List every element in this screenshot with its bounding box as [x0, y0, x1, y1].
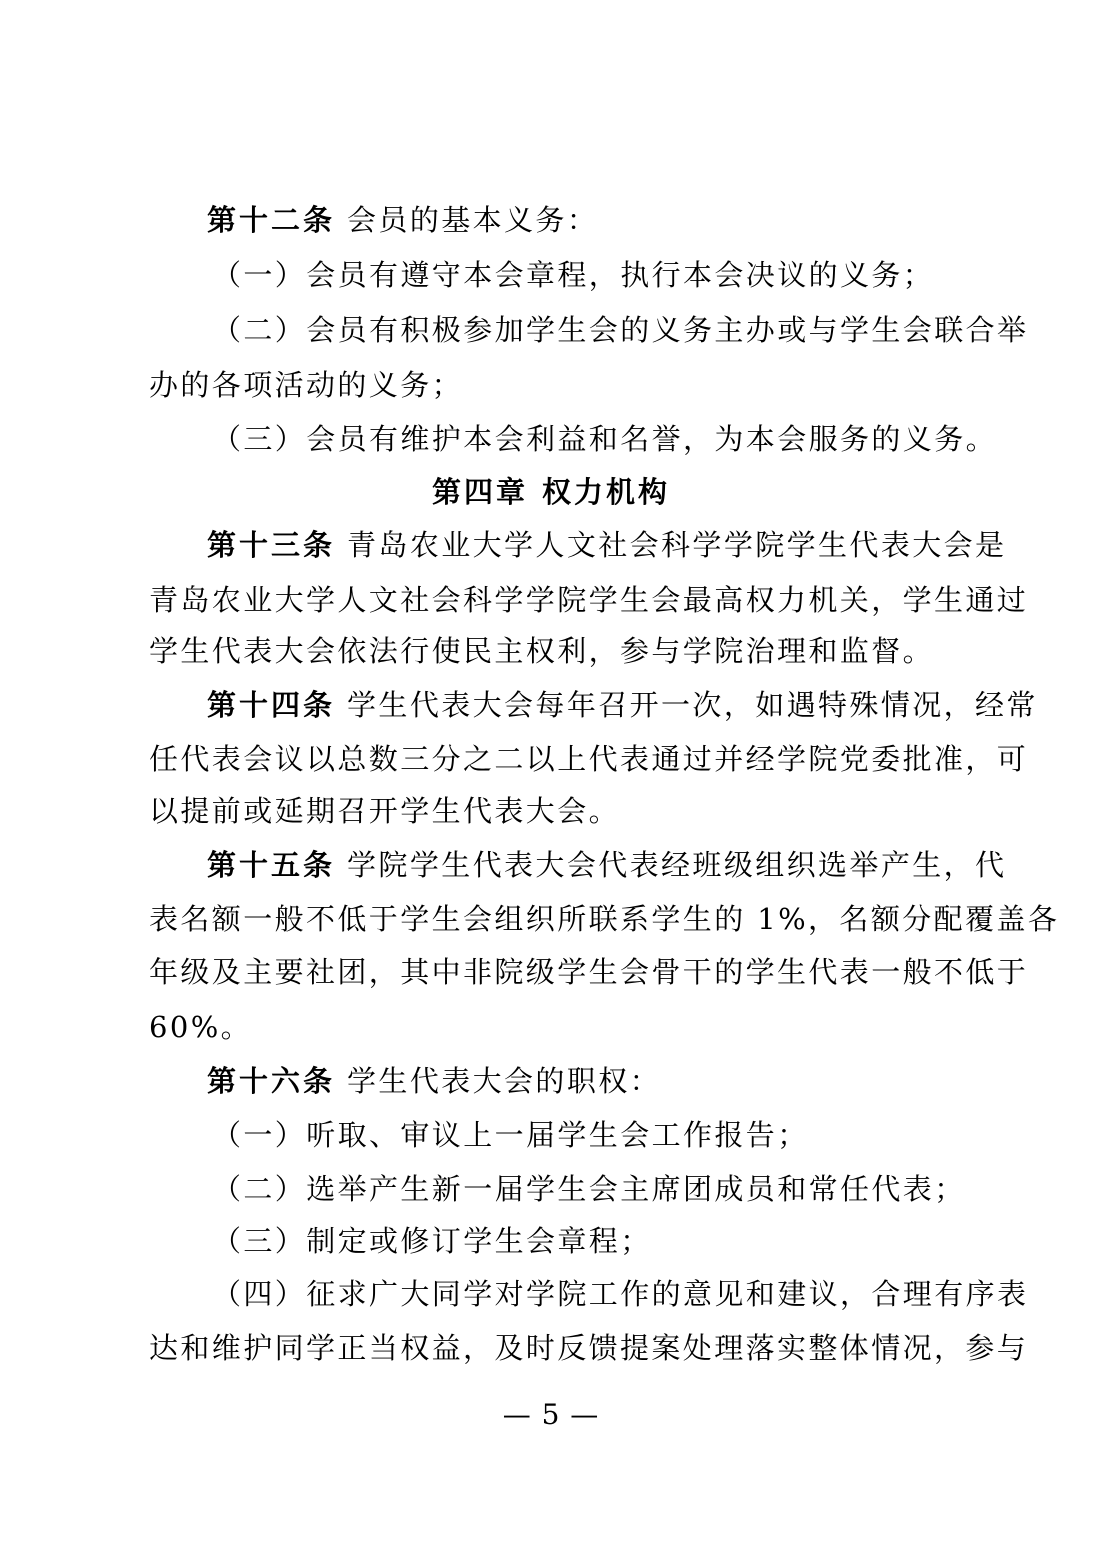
article-12-item-3: （三）会员有维护本会利益和名誉，为本会服务的义务。 [212, 422, 998, 456]
article-13-text-1: 青岛农业大学人文社会科学学院学生代表大会是 [347, 528, 1007, 562]
chapter-label: 第四章 [431, 475, 528, 509]
article-12-item-2-line-2: 办的各项活动的义务； [149, 368, 464, 402]
article-16-title: 第十六条 [207, 1064, 336, 1098]
article-15-line-2: 表名额一般不低于学生会组织所联系学生的 1%，名额分配覆盖各 [149, 902, 1060, 936]
article-12-item-2-line-1: （二）会员有积极参加学生会的义务主办或与学生会联合举 [212, 313, 1029, 347]
article-14-line-3: 以提前或延期召开学生代表大会。 [149, 794, 621, 828]
article-12-title: 第十二条 [207, 203, 336, 237]
article-16-intro: 学生代表大会的职权： [347, 1064, 662, 1098]
article-14-line-2: 任代表会议以总数三分之二以上代表通过并经学院党委批准，可 [149, 742, 1029, 776]
article-16-item-2: （二）选举产生新一届学生会主席团成员和常任代表； [212, 1172, 966, 1206]
article-16-item-3: （三）制定或修订学生会章程； [212, 1224, 652, 1258]
article-12-item-1: （一）会员有遵守本会章程，执行本会决议的义务； [212, 258, 935, 292]
article-14-text-1: 学生代表大会每年召开一次，如遇特殊情况，经常 [347, 688, 1038, 722]
article-13-line-1 [207, 528, 1007, 562]
article-13-title: 第十三条 [207, 528, 336, 562]
chapter-title: 权力机构 [542, 475, 671, 509]
article-14-line-1 [207, 688, 1038, 722]
article-14-title: 第十四条 [207, 688, 336, 722]
article-15-line-1 [207, 848, 1007, 882]
article-13-line-3: 学生代表大会依法行使民主权利，参与学院治理和监督。 [149, 634, 935, 668]
chapter-heading [0, 475, 1102, 509]
article-15-line-4: 60%。 [149, 1010, 253, 1044]
article-15-title: 第十五条 [207, 848, 336, 882]
article-16-item-4-line-1: （四）征求广大同学对学院工作的意见和建议，合理有序表 [212, 1277, 1029, 1311]
article-16-item-1: （一）听取、审议上一届学生会工作报告； [212, 1118, 809, 1152]
article-15-text-1: 学院学生代表大会代表经班级组织选举产生，代 [347, 848, 1007, 882]
article-15-line-3: 年级及主要社团，其中非院级学生会骨干的学生代表一般不低于 [149, 955, 1029, 989]
page-number: — 5 — [502, 1398, 600, 1431]
article-16-heading-line [207, 1064, 964, 1098]
article-12-heading-line [207, 203, 964, 237]
article-16-item-4-line-2: 达和维护同学正当权益，及时反馈提案处理落实整体情况，参与 [149, 1331, 1029, 1365]
article-13-line-2: 青岛农业大学人文社会科学学院学生会最高权力机关，学生通过 [149, 583, 1029, 617]
article-12-intro: 会员的基本义务： [347, 203, 599, 237]
